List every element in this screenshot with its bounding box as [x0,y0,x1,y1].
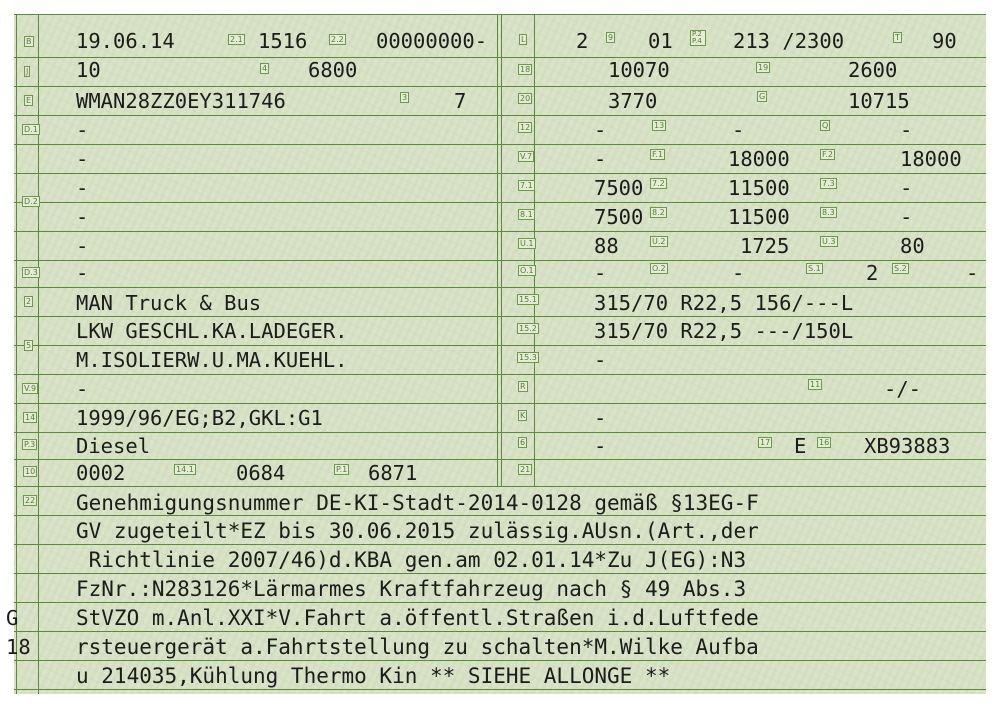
field-code: S.2 [894,264,907,273]
field-o2-value: - [732,261,745,285]
field-code: 7.3 [822,179,835,188]
remarks-line: FzNr.:N283126*Lärmarmes Kraftfahrzeug nach § 49 Abs.3 [76,577,747,601]
field-2-manufacturer: MAN Truck & Bus [76,291,262,315]
field-14-1-value: 0684 [236,461,286,485]
field-8-3-value: - [900,205,913,229]
field-code: 2 [26,297,32,306]
field-f2-value: 18000 [900,147,962,171]
field-e-vin: WMAN28ZZ0EY311746 [76,89,286,113]
field-code: 14 [25,413,36,422]
field-code: T [895,33,900,42]
field-6-value: - [594,434,607,458]
field-15-2-tyres: 315/70 R22,5 ---/150L [594,319,854,343]
field-code: 19 [758,63,769,72]
field-20-height: 3770 [608,89,658,113]
field-15-3-value: - [594,348,607,372]
grid-line [14,660,986,661]
field-code: U.2 [652,237,666,246]
grid-line [14,573,986,574]
field-7-3-value: - [900,176,913,200]
field-code: P.3 [24,440,36,449]
grid-line [14,515,986,516]
field-code: 9 [608,33,614,42]
center-divider [497,14,502,486]
field-14-directive: 1999/96/EG;B2,GKL:G1 [76,406,323,430]
field-code: 18 [520,65,531,74]
field-code: 6 [520,438,526,447]
field-p3-fuel: Diesel [76,434,151,458]
field-j-value: 10 [76,58,101,82]
field-13-value: - [732,118,745,142]
field-code: D.3 [24,268,38,277]
field-code: R [520,382,526,391]
remarks-line: Richtlinie 2007/46)d.KBA gen.am 02.01.14*Zu J(EG):N3 [76,548,747,572]
grid-line [38,14,39,694]
field-19-width: 2600 [848,58,898,82]
field-code: 15.2 [519,324,537,333]
field-value: - [76,147,89,171]
field-code: 8.3 [822,208,835,217]
field-11-value: -/- [884,377,922,401]
field-code: 22 [25,496,36,505]
field-v7-value: - [594,147,607,171]
field-10-value: 0002 [76,461,126,485]
field-code: S.1 [808,264,821,273]
field-p2-power: 213 /2300 [733,29,845,53]
field-q-value: - [900,118,913,142]
grid-line [14,631,986,632]
field-k-value: - [594,406,607,430]
field-code: Q [822,121,829,130]
field-16-prefix: E [794,434,807,458]
field-f1-value: 18000 [728,147,790,171]
field-g-mass: 10715 [848,89,910,113]
field-code: O.1 [520,266,534,275]
field-code: 16 [819,438,830,447]
field-code: 5 [26,341,32,350]
field-u1-value: 88 [594,234,619,258]
field-code: 15.3 [519,353,537,362]
field-code: P.2 P.4 [690,30,706,46]
field-code: 13 [654,121,665,130]
grid-line [14,486,986,487]
margin-fragment: 18 [6,635,31,659]
field-code: 21 [520,465,531,474]
vehicle-registration-document [6,14,986,694]
field-code: F.1 [652,150,663,159]
field-body-type: LKW GESCHL.KA.LADEGER. [76,319,348,343]
field-code: U.1 [520,239,534,248]
field-2-2-value: 00000000- [376,29,488,53]
field-4-value: 6800 [308,58,358,82]
remarks-line: Genehmigungsnummer DE-KI-Stadt-2014-0128 gemäß §13EG-F [76,491,759,515]
field-8-2-value: 11500 [728,205,790,229]
field-code: F.2 [822,150,833,159]
field-t-speed: 90 [932,29,957,53]
field-8-1-value: 7500 [594,205,644,229]
field-2-1-value: 1516 [258,29,308,53]
field-code: 12 [520,123,531,132]
margin-fragment: G [6,606,19,630]
field-code: 2.2 [331,35,344,44]
field-code: O.2 [652,264,666,273]
field-value: - [76,176,89,200]
field-p1-value: 6871 [368,461,418,485]
field-code: 7.1 [520,181,533,190]
field-code: P.1 [336,465,348,474]
field-18-length: 10070 [608,58,670,82]
field-code: 2.1 [230,35,243,44]
field-code: 17 [760,438,771,447]
field-d3-value: - [76,261,89,285]
grid-line [14,602,986,603]
field-code: 20 [520,94,531,103]
field-d1-value: - [76,118,89,142]
field-code: 10 [25,467,36,476]
grid-line [14,544,986,545]
field-15-1-tyres: 315/70 R22,5 156/---L [594,291,854,315]
remarks-line: u 214035,Kühlung Thermo Kin ** SIEHE ALLONGE ** [76,664,671,688]
remarks-line: rsteuergerät a.Fahrtstellung zu schalten*M.Wilke Aufba [76,635,759,659]
remarks-line: GV zugeteilt*EZ bis 30.06.2015 zulässig.AUsn.(Art.,der [76,519,759,543]
field-code: 3 [402,93,408,102]
field-code: 7.2 [652,179,665,188]
field-9-value: 01 [648,29,673,53]
field-code: 11 [810,380,821,389]
field-code: K [520,411,526,420]
field-code: E [26,96,32,105]
field-code: D.2 [24,197,38,206]
field-u3-value: 80 [900,234,925,258]
field-code: G [759,92,766,101]
field-3-value: 7 [454,89,467,113]
field-value: - [76,205,89,229]
field-16-value: XB93883 [864,434,951,458]
grid-line [16,14,17,694]
field-code: 8.1 [520,210,533,219]
field-12-value: - [594,118,607,142]
field-o1-value: - [594,261,607,285]
remarks-line: StVZO m.Anl.XXI*V.Fahrt a.öffentl.Straßen i.d.Luftfede [76,606,759,630]
field-code: J [26,67,29,76]
field-u2-value: 1725 [740,234,790,258]
field-value: - [76,234,89,258]
field-s1-value: 2 [866,261,879,285]
field-code: L [521,35,526,44]
field-s2-value: - [966,261,979,285]
field-code: 14.1 [176,465,194,474]
grid-line [14,689,986,690]
field-code: U.3 [822,237,836,246]
field-code: 8.2 [652,208,665,217]
field-7-2-value: 11500 [728,176,790,200]
field-code: V.9 [24,384,37,393]
field-code: V.7 [520,152,533,161]
field-b-date: 19.06.14 [76,29,175,53]
field-5-description: M.ISOLIERW.U.MA.KUEHL. [76,348,348,372]
field-v9-value: - [76,377,89,401]
field-7-1-value: 7500 [594,176,644,200]
field-code: B [26,37,32,46]
field-code: D.1 [24,125,38,134]
field-l-axles: 2 [576,29,589,53]
grid-line [534,14,535,486]
field-code: 4 [262,64,268,73]
field-code: 15.1 [519,295,537,304]
